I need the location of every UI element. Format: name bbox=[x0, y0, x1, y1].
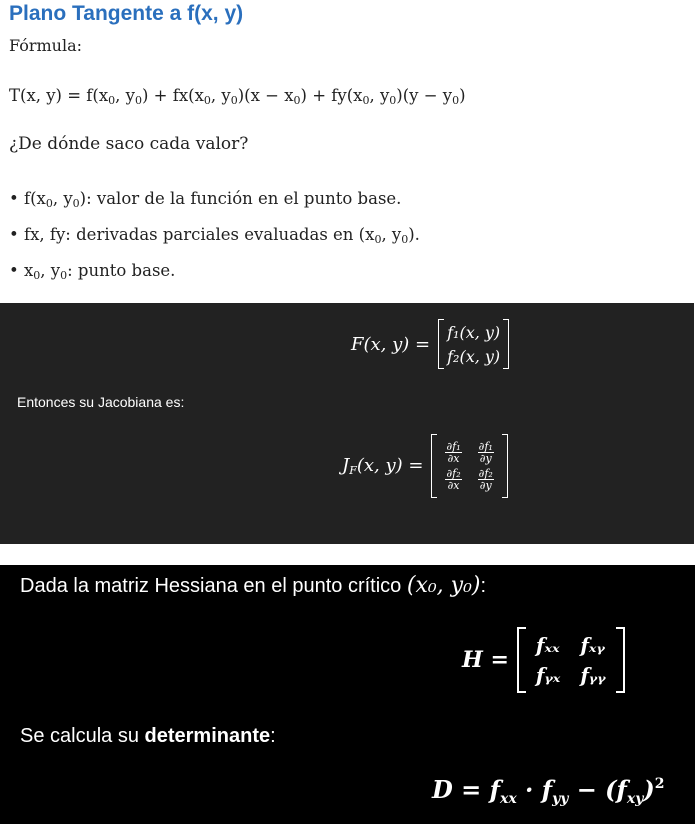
jacobian-section bbox=[0, 303, 694, 544]
hessian-equation bbox=[462, 627, 625, 693]
matrix-cell: $\frac{\text{∂f₁}}{\partial y}$ bbox=[478, 440, 493, 465]
determinant-equation: $D = f_{xx} \cdot f_{yy} - (f_{xy})^2$ bbox=[432, 775, 665, 807]
critical-point: (x₀, y₀) bbox=[406, 573, 481, 598]
jacobian-intro: Entonces su Jacobiana es: bbox=[17, 394, 185, 410]
matrix-cell: $\frac{\text{∂f₁}}{\partial x}$ bbox=[446, 440, 461, 465]
hessian-intro: Dada la matriz Hessiana en el punto crítico (x₀, y₀): bbox=[20, 573, 487, 598]
tangent-plane-section bbox=[0, 0, 695, 300]
F-lhs: F(x, y) = bbox=[351, 333, 431, 355]
matrix-cell: $\frac{\text{∂f₂}}{\partial y}$ bbox=[478, 467, 493, 492]
F-row: f₁(x, y) bbox=[447, 322, 501, 342]
H-lhs: H = bbox=[462, 647, 509, 673]
formula-label: Fórmula: bbox=[9, 36, 83, 55]
F-row: f₂(x, y) bbox=[447, 346, 501, 366]
J-lhs: $J_F(x$, y) = bbox=[342, 455, 424, 477]
hessian-matrix bbox=[526, 633, 616, 687]
page-title: Plano Tangente a f(x, y) bbox=[9, 2, 244, 25]
list-item: • $x_0$, $y_0$: punto base. bbox=[9, 261, 176, 282]
jacobian-equation bbox=[342, 433, 508, 499]
matrix-cell: fᵧᵧ bbox=[580, 663, 606, 687]
bullet-list bbox=[9, 183, 420, 291]
tangent-plane-formula: T(x, $y) = f(x_0$, $y_0) + fx(x_0$, $y_0)(x - x_0) + fy(x_0$, $y_0)(y - y_0)$ bbox=[9, 86, 466, 107]
vector-function-equation bbox=[351, 318, 509, 370]
list-item: • $f(x_0$, $y_0$): valor de la función en el punto base. bbox=[9, 189, 402, 210]
right-bracket bbox=[616, 627, 625, 693]
left-bracket bbox=[517, 627, 526, 693]
matrix-cell: $\frac{\text{∂f₂}}{\partial x}$ bbox=[446, 467, 461, 492]
matrix-cell: fᵧₓ bbox=[535, 663, 561, 687]
right-bracket bbox=[503, 319, 509, 369]
jacobian-matrix bbox=[437, 441, 501, 491]
determinant-intro: Se calcula su determinante: bbox=[20, 725, 276, 747]
list-item: • fx, fy: derivadas parciales evaluadas en ($x_0$, $y_0$). bbox=[9, 225, 420, 246]
matrix-cell: fₓᵧ bbox=[580, 633, 605, 657]
hessian-section bbox=[0, 565, 695, 824]
matrix-cell: fₓₓ bbox=[535, 633, 560, 657]
right-bracket bbox=[502, 434, 508, 498]
question-text: ¿De dónde saco cada valor? bbox=[9, 134, 249, 154]
F-vector bbox=[444, 320, 503, 368]
